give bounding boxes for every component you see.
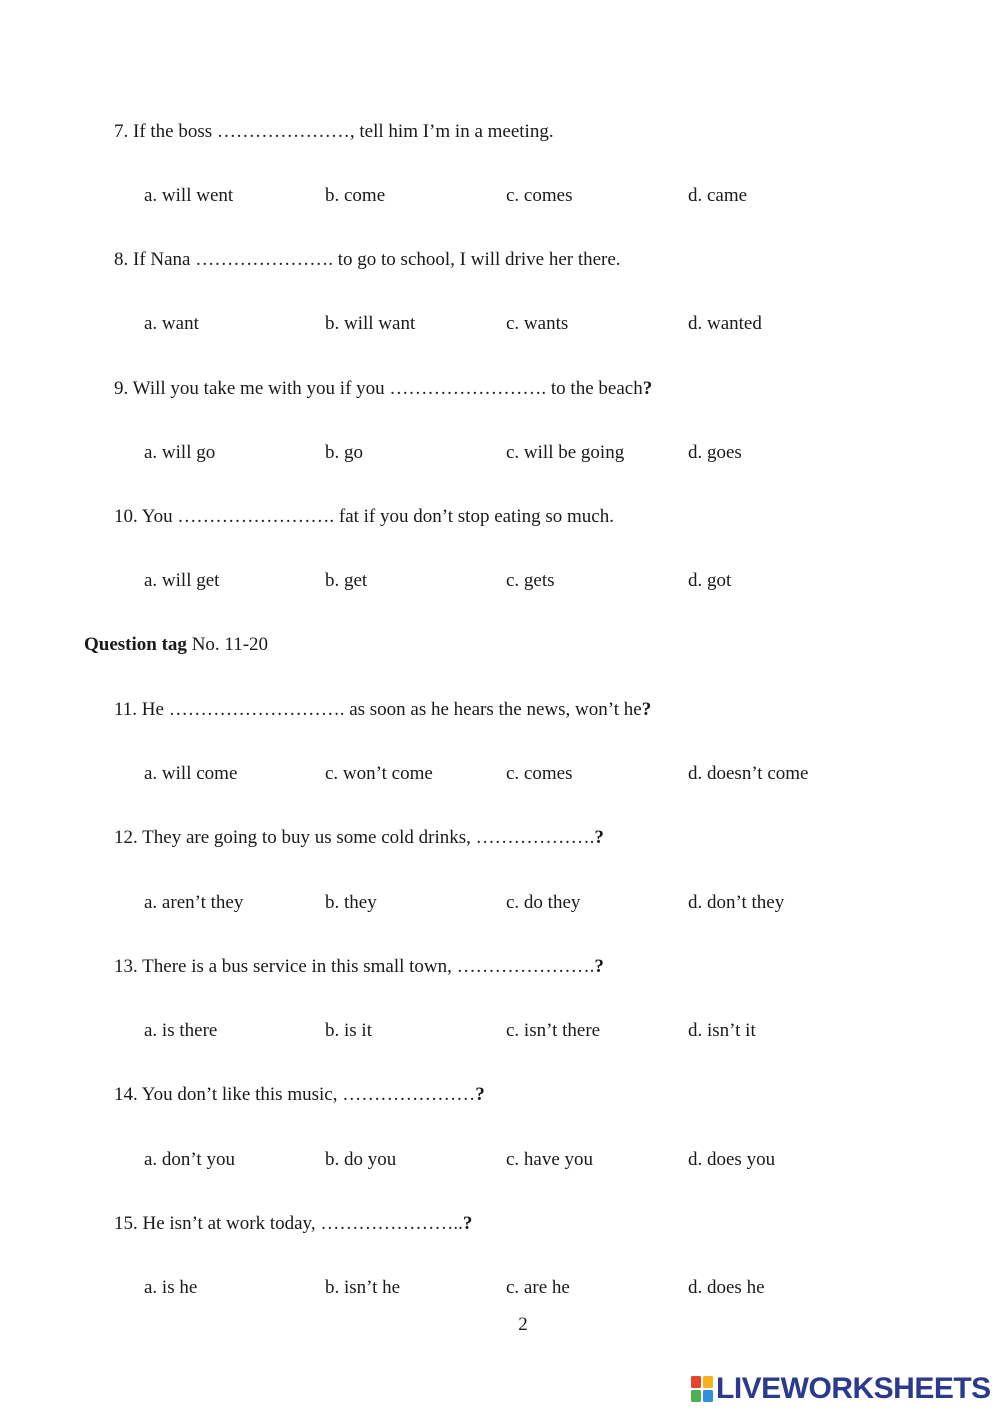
options-7 (144, 185, 904, 211)
question-12 (114, 827, 604, 849)
page-number: 2 (518, 1314, 528, 1335)
option-d[interactable]: d. does he (688, 1277, 765, 1298)
option-a[interactable]: a. will get (144, 570, 220, 591)
option-b[interactable]: b. is it (325, 1020, 372, 1041)
question-13 (114, 956, 604, 978)
options-11 (144, 763, 904, 789)
option-c[interactable]: c. comes (506, 763, 573, 784)
question-stem: 11. He ………………………. as soon as he hears the news, won’t he (114, 699, 642, 720)
options-12 (144, 892, 904, 918)
option-a[interactable]: a. don’t you (144, 1149, 235, 1170)
question-9 (114, 378, 652, 400)
option-d[interactable]: d. wanted (688, 313, 762, 334)
question-14 (114, 1084, 485, 1106)
option-d[interactable]: d. goes (688, 442, 742, 463)
option-b[interactable]: b. they (325, 892, 377, 913)
question-mark: ? (641, 699, 652, 720)
option-c[interactable]: c. isn’t there (506, 1020, 601, 1041)
option-a[interactable]: a. aren’t they (144, 892, 244, 913)
question-mark: ? (594, 956, 604, 977)
options-8 (144, 313, 904, 339)
question-7 (114, 121, 554, 143)
options-13 (144, 1020, 904, 1046)
section-title: Question tag (84, 634, 187, 655)
options-10 (144, 570, 904, 596)
options-14 (144, 1149, 904, 1175)
option-b[interactable]: b. go (325, 442, 363, 463)
question-stem: 13. There is a bus service in this small town, …………………. (114, 956, 595, 977)
option-b[interactable]: b. get (325, 570, 368, 591)
question-8 (114, 249, 621, 271)
section-heading (84, 634, 268, 656)
option-a[interactable]: a. will went (144, 185, 234, 206)
question-mark: ? (642, 378, 653, 399)
section-range: No. 11-20 (186, 634, 269, 655)
option-c[interactable]: c. do they (506, 892, 581, 913)
options-15 (144, 1277, 904, 1303)
question-15 (114, 1213, 472, 1235)
option-c[interactable]: c. comes (506, 185, 573, 206)
question-stem: 14. You don’t like this music, ………………… (114, 1084, 476, 1105)
option-d[interactable]: d. got (688, 570, 732, 591)
option-b[interactable]: b. come (325, 185, 386, 206)
option-d[interactable]: d. don’t they (688, 892, 785, 913)
option-a[interactable]: a. want (144, 313, 199, 334)
liveworksheets-logo-icon (691, 1376, 713, 1402)
option-c[interactable]: c. wants (506, 313, 569, 334)
option-a[interactable]: a. is there (144, 1020, 218, 1041)
option-c[interactable]: c. are he (506, 1277, 570, 1298)
question-11 (114, 699, 651, 721)
option-d[interactable]: d. does you (688, 1149, 776, 1170)
option-c[interactable]: c. have you (506, 1149, 594, 1170)
option-c[interactable]: c. gets (506, 570, 555, 591)
question-mark: ? (475, 1084, 485, 1105)
option-b[interactable]: c. won’t come (325, 763, 433, 784)
options-9 (144, 442, 904, 468)
question-mark: ? (594, 827, 604, 848)
option-b[interactable]: b. will want (325, 313, 416, 334)
option-a[interactable]: a. will go (144, 442, 216, 463)
option-c[interactable]: c. will be going (506, 442, 625, 463)
option-b[interactable]: b. isn’t he (325, 1277, 401, 1298)
option-d[interactable]: d. came (688, 185, 748, 206)
option-d[interactable]: d. isn’t it (688, 1020, 756, 1041)
question-mark: ? (462, 1213, 473, 1234)
question-stem: 10. You ……………………. fat if you don’t stop eating so much. (114, 506, 614, 527)
question-stem: 7. If the boss …………………, tell him I’m in a meeting. (114, 121, 554, 142)
question-stem: 8. If Nana …………………. to go to school, I will drive her there. (114, 249, 621, 270)
question-stem: 9. Will you take me with you if you ……………………. to the beach (114, 378, 643, 399)
question-10 (114, 506, 614, 528)
option-b[interactable]: b. do you (325, 1149, 397, 1170)
option-a[interactable]: a. is he (144, 1277, 198, 1298)
option-a[interactable]: a. will come (144, 763, 238, 784)
question-stem: 15. He isn’t at work today, ………………….. (114, 1213, 463, 1234)
liveworksheets-logo (691, 1374, 991, 1404)
question-stem: 12. They are going to buy us some cold drinks, ………………. (114, 827, 595, 848)
logo-text: LIVEWORKSHEETS (716, 1372, 991, 1405)
option-d[interactable]: d. doesn’t come (688, 763, 809, 784)
